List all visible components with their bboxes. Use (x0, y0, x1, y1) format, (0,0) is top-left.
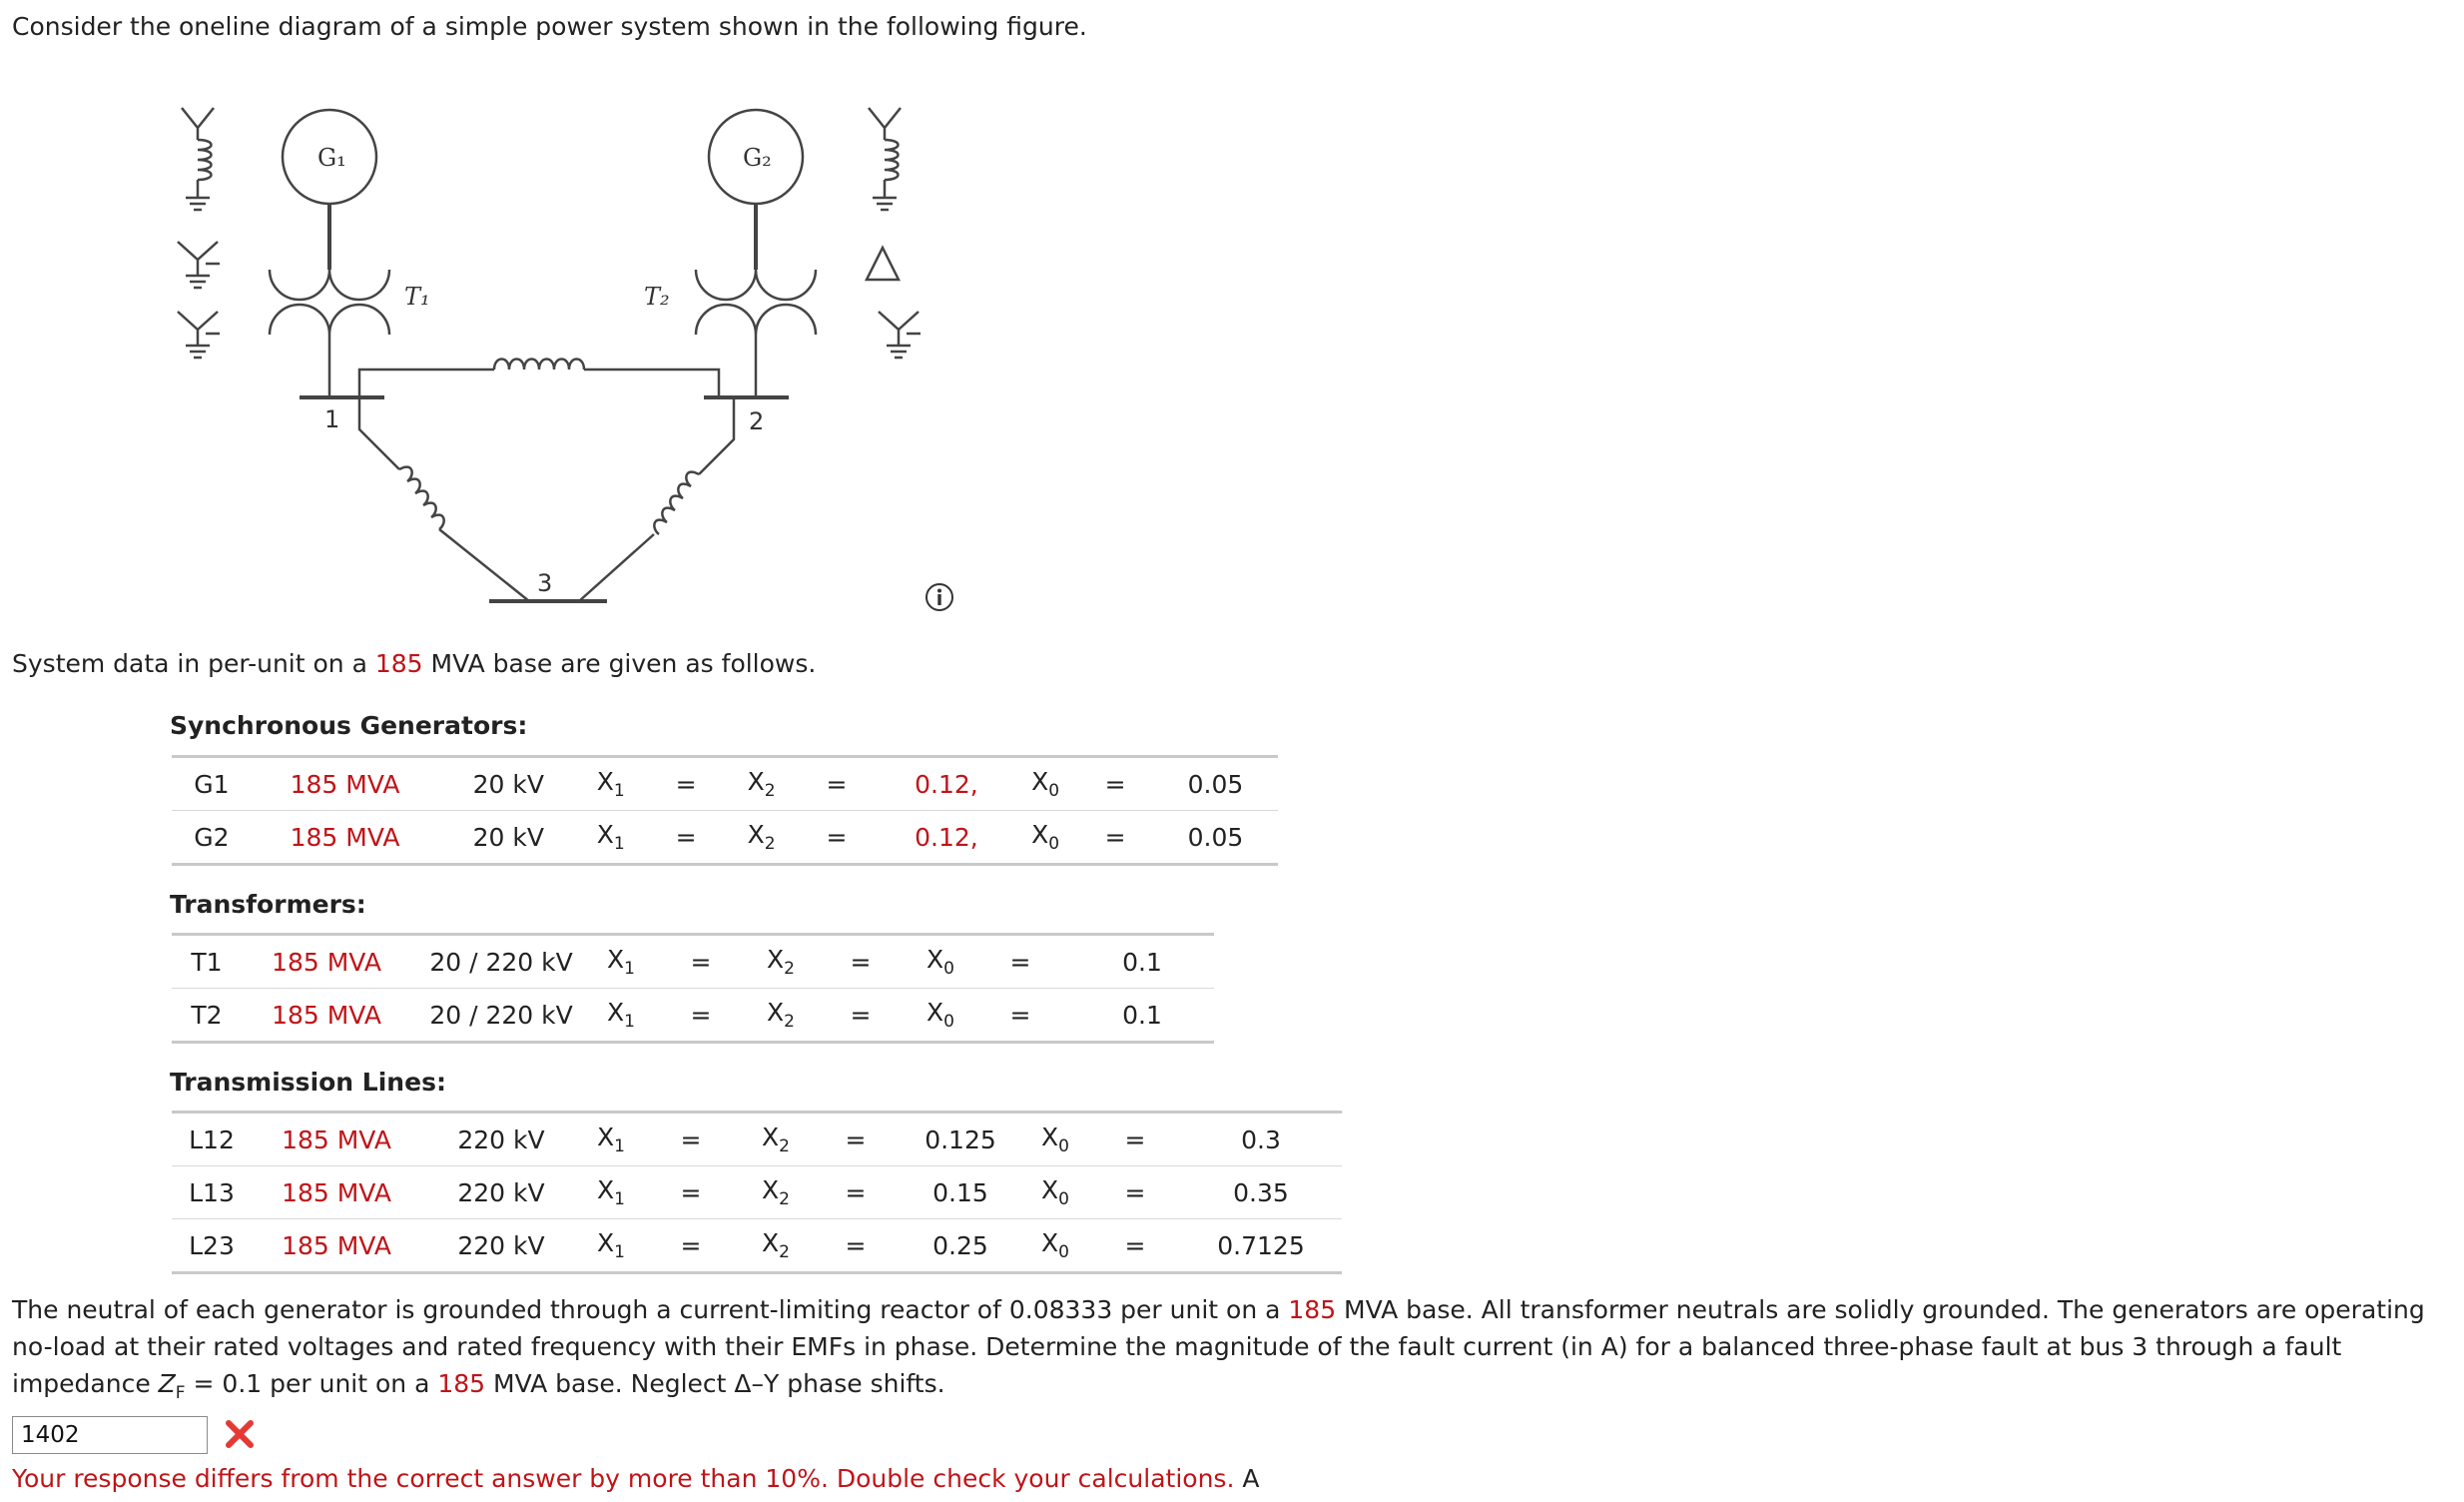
g1-label: G₁ (317, 144, 346, 172)
lines-title: Transmission Lines: (170, 1068, 446, 1097)
bus-2-label: 2 (749, 407, 765, 435)
table-row: L12 185 MVA 220 kV $X_1$ = $X_2$ = 0.125 $X_0$ = 0.3 (172, 1113, 1342, 1166)
g2-label: G₂ (743, 144, 772, 172)
question-paragraph: The neutral of each generator is grounded through a current-limiting reactor of 0.08333 per unit on a 185 MVA base. All transformer neutrals are solidly grounded. The generators are operating no-load at their rated voltages and rated frequency with their EMFs in phase. Determine the magnitude of the fault current (in A) for a balanced three-phase fault at bus 3 through a fault impedance $Z_F = 0.1$ per unit on a 185 MVA base. Neglect Δ–Y phase shifts. (12, 1295, 2425, 1403)
lines-table (172, 1111, 1342, 1274)
table-row: G1 185 MVA 20 kV $X_1$ = $X_2$ = 0.12, $X_0$ = 0.05 (172, 757, 1278, 811)
table-row: T2 185 MVA 20 / 220 kV $X_1$ = $X_2$ = $X_0$ = 0.1 (172, 989, 1214, 1043)
incorrect-x-icon (224, 1418, 256, 1450)
generators-table (172, 755, 1278, 866)
info-icon[interactable] (924, 581, 955, 613)
transformers-title: Transformers: (170, 890, 366, 919)
system-data-intro: System data in per-unit on a 185 MVA base are given as follows. (12, 649, 817, 678)
oneline-diagram (150, 80, 948, 619)
table-row: L23 185 MVA 220 kV $X_1$ = $X_2$ = 0.25 $X_0$ = 0.7125 (172, 1219, 1342, 1273)
transformers-table (172, 933, 1214, 1044)
table-row: T1 185 MVA 20 / 220 kV $X_1$ = $X_2$ = $X_0$ = 0.1 (172, 935, 1214, 989)
question-intro: Consider the oneline diagram of a simple power system shown in the following figure. (12, 12, 1087, 41)
table-row: L13 185 MVA 220 kV $X_1$ = $X_2$ = 0.15 $X_0$ = 0.35 (172, 1166, 1342, 1219)
base-mva: 185 (374, 649, 423, 678)
t1-label: T₁ (404, 283, 430, 311)
t2-label: T₂ (644, 283, 670, 311)
bus-1-label: 1 (324, 405, 340, 433)
answer-input[interactable] (12, 1416, 208, 1454)
feedback-message: Your response differs from the correct answer by more than 10%. Double check your calculations. A (12, 1464, 1260, 1493)
bus-3-label: 3 (537, 569, 553, 597)
answer-unit: A (1242, 1464, 1260, 1493)
table-row: G2 185 MVA 20 kV $X_1$ = $X_2$ = 0.12, $X_0$ = 0.05 (172, 811, 1278, 865)
generators-title: Synchronous Generators: (170, 711, 528, 740)
